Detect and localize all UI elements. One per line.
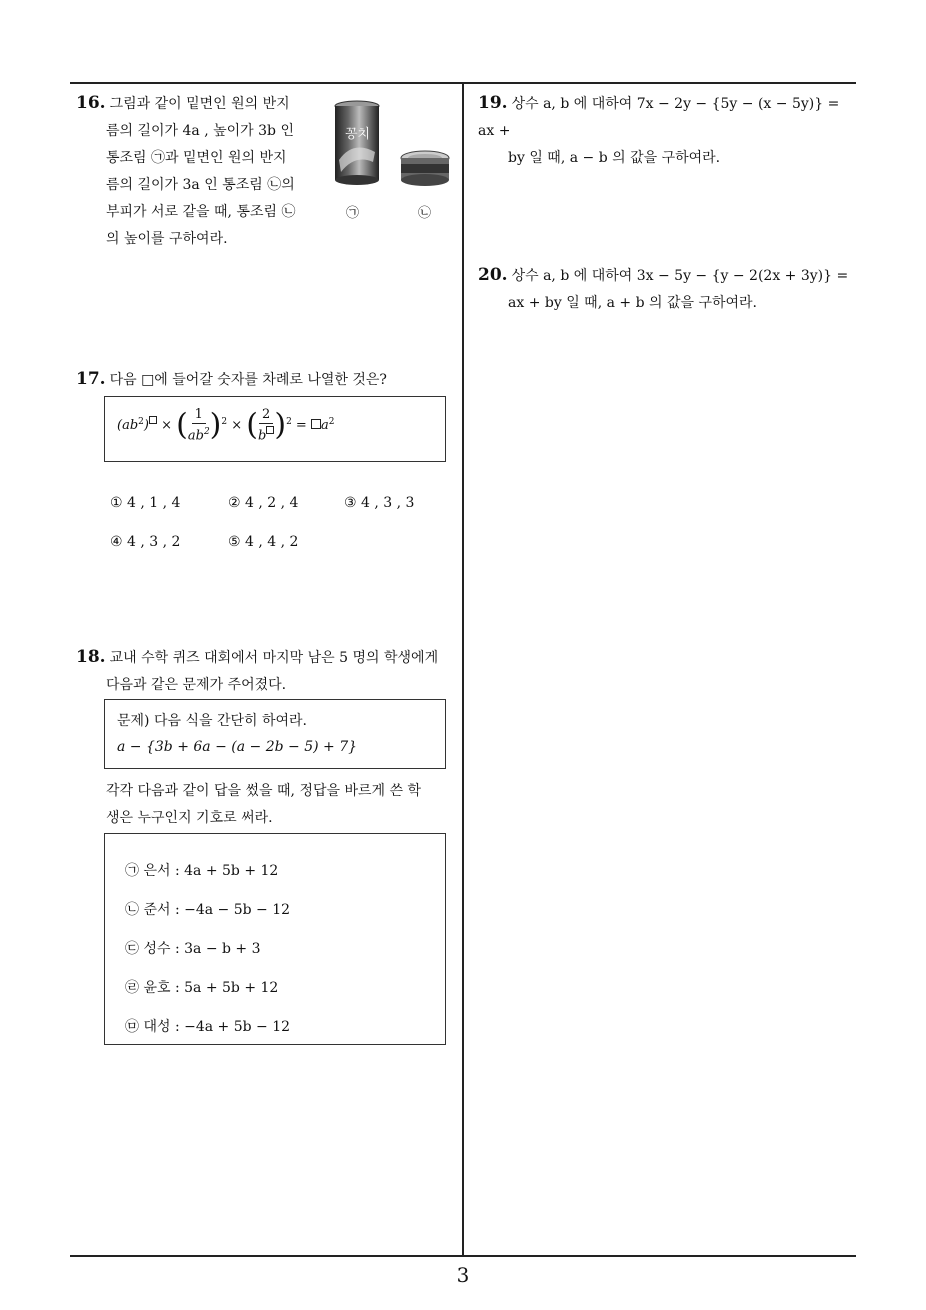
problem-text-line: 의 높이를 구하여라. — [106, 231, 228, 247]
problem-text-line: 교내 수학 퀴즈 대회에서 마지막 남은 5 명의 학생에게 — [109, 650, 439, 666]
problem-text-line: 상수 a, b 에 대하여 7x − 2y − {5y − (x − 5y)} = ax + — [478, 96, 840, 139]
problem-number: 20. — [478, 265, 508, 285]
answer-item: ㉡ 준서 : −4a − 5b − 12 — [125, 902, 291, 918]
problem-text: 다음 □에 들어갈 숫자를 차례로 나열한 것은? — [109, 372, 387, 388]
problem-number: 18. — [76, 647, 106, 667]
can-label-b: ㉡ — [418, 206, 432, 221]
problem-text-line: 각각 다음과 같이 답을 썼을 때, 정답을 바르게 쓴 학 — [106, 783, 421, 799]
answer-item: ㉣ 윤호 : 5a + 5b + 12 — [125, 980, 279, 996]
question-box — [104, 699, 446, 769]
problem-text-line: 통조림 ㉠과 밑면인 원의 반지 — [106, 150, 287, 166]
box-expression: a − {3b + 6a − (a − 2b − 5) + 7} — [117, 739, 358, 755]
choice-5[interactable]: ⑤ 4 , 4 , 2 — [228, 534, 299, 550]
problem-20 — [478, 262, 858, 317]
answer-item: ㉢ 성수 : 3a − b + 3 — [125, 941, 261, 957]
problem-18-continued — [106, 778, 466, 832]
choice-1[interactable]: ① 4 , 1 , 4 — [110, 495, 181, 511]
problem-text-line: 상수 a, b 에 대하여 3x − 5y − {y − 2(2x + 3y)} = — [511, 268, 849, 284]
short-can-image — [399, 150, 451, 188]
answer-item: ㉠ 은서 : 4a + 5b + 12 — [125, 863, 279, 879]
answers-box — [104, 833, 446, 1045]
column-divider — [462, 83, 464, 1255]
problem-16 — [76, 90, 326, 253]
choice-3[interactable]: ③ 4 , 3 , 3 — [344, 495, 415, 511]
bottom-rule — [70, 1255, 856, 1257]
answer-item: ㉤ 대성 : −4a + 5b − 12 — [125, 1019, 291, 1035]
problem-number: 16. — [76, 93, 106, 113]
tall-can-image — [333, 100, 381, 186]
problem-text-line: ax + by 일 때, a + b 의 값을 구하여라. — [508, 295, 758, 311]
can-label-a: ㉠ — [346, 206, 360, 221]
can-brand-text: 꽁치 — [345, 127, 371, 142]
problem-text-line: 름의 길이가 4a , 높이가 3b 인 — [106, 123, 294, 139]
problem-text-line: 부피가 서로 같을 때, 통조림 ㉡ — [106, 204, 296, 220]
box-title: 문제) 다음 식을 간단히 하여라. — [117, 713, 308, 729]
problem-number: 17. — [76, 369, 106, 389]
problem-text-line: 그림과 같이 밑면인 원의 반지 — [109, 96, 290, 112]
problem-text-line: 름의 길이가 3a 인 통조림 ㉡의 — [106, 177, 295, 193]
problem-19 — [478, 90, 858, 172]
problem-text-line: 다음과 같은 문제가 주어졌다. — [106, 677, 287, 693]
problem-18 — [76, 644, 461, 699]
problem-text-line: 생은 누구인지 기호로 써라. — [106, 810, 273, 826]
page-number: 3 — [456, 1263, 470, 1287]
problem-17 — [76, 366, 456, 394]
choice-2[interactable]: ② 4 , 2 , 4 — [228, 495, 299, 511]
problem-text-line: by 일 때, a − b 의 값을 구하여라. — [508, 150, 721, 166]
problem-number: 19. — [478, 93, 508, 113]
choice-4[interactable]: ④ 4 , 3 , 2 — [110, 534, 181, 550]
formula-box: $(ab^2)$ × ( $\frac{1}{ab^2}$ )$^2$ × ( $\frac{2}{b}$ )$^2 = a^2$ — [104, 396, 446, 462]
